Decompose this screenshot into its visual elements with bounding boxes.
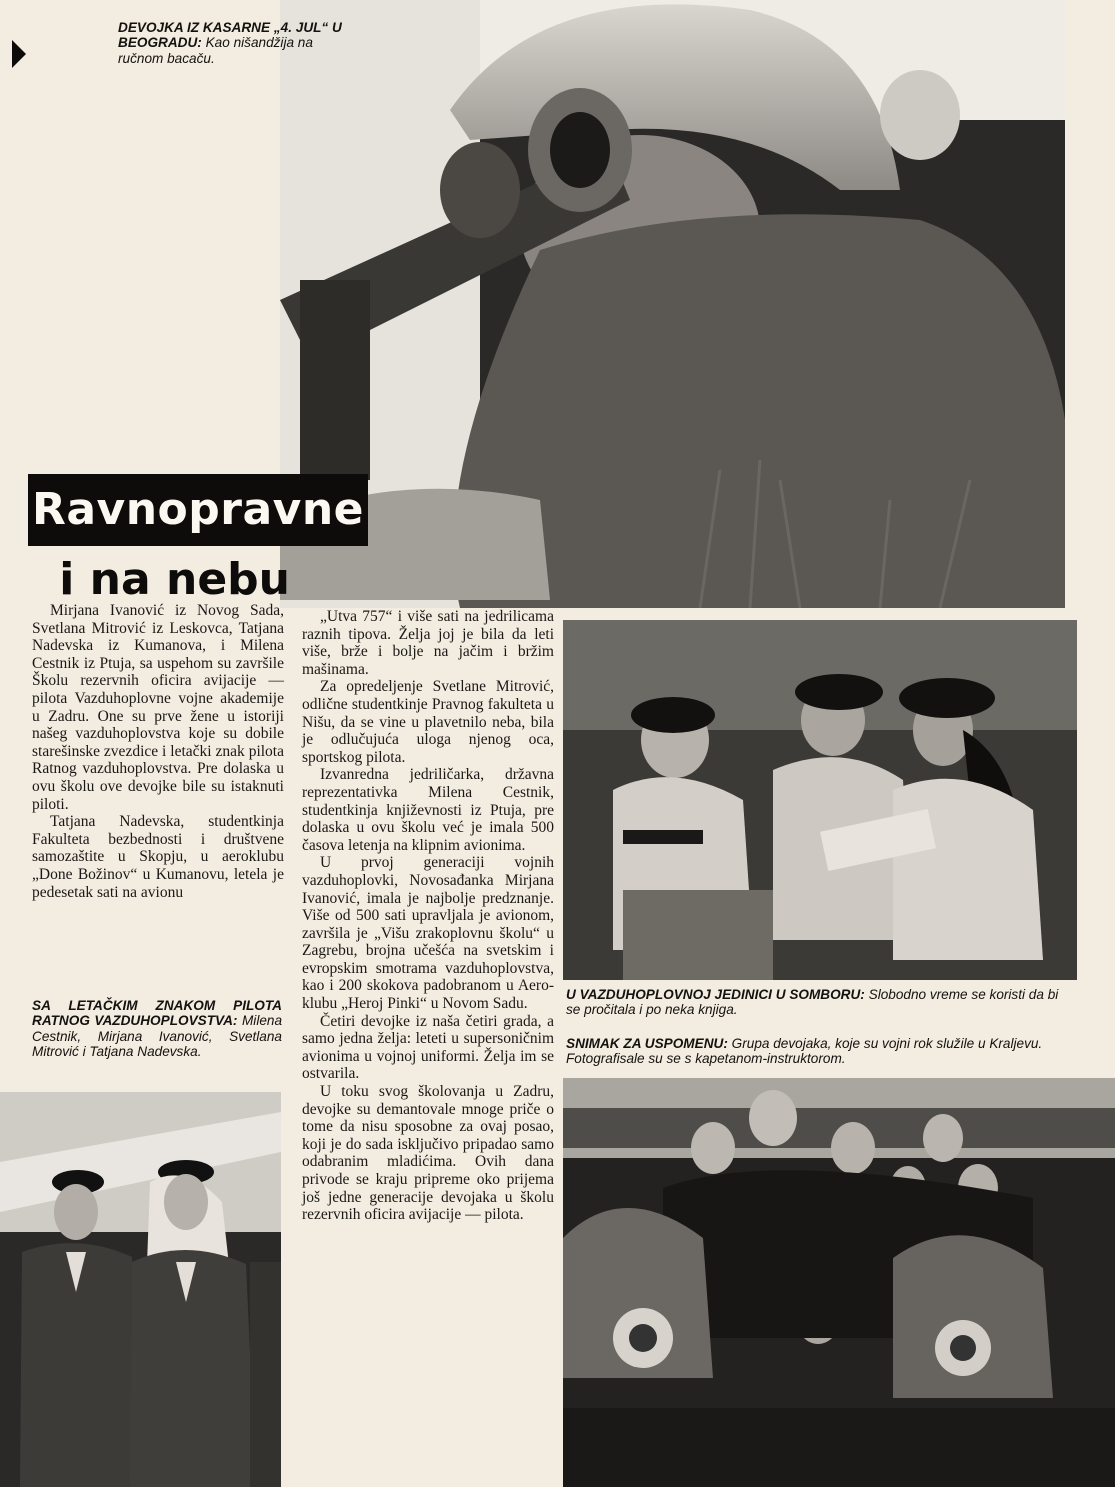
photo-women-pilots [0,1092,281,1487]
caption-group-lead: SNIMAK ZA USPOMENU: [566,1036,728,1051]
women-pilots-illustration [0,1092,281,1487]
article-paragraph: Mirjana Ivanović iz Novog Sada, Svetlana Mitrović iz Leskovca, Tatjana Nadevska iz Kumanova, i Milena Cestnik iz Ptuja, sa uspehom su završile Školu rezervnih oficira avijacije — pilota Vazduhoplovne vojne akademije u Zadru. One su prve žene u istoriji našeg vazduhoplovstva koje su dobile starešinske zvezdice i letački znak pilota Ratnog vazduhoplovstva. Pre dolaska u ovu školu ove devojke bile su istaknuti piloti. [32,602,284,813]
article-paragraph: U prvoj generaciji vojnih vazduhoplovki, Novosađanka Mirjana Ivanović, imala je najbolje predznanje. Više od 500 sati upravljala je avionom, završila je „Višu zrakoplovnu školu“ u Zagrebu, brojna učešća na svetskim i evropskim smotrama vazduhoplovstva, kao i 200 skokova padobranom u Aero-klubu „Heroj Pinki“ u Novom Sadu. [302,854,554,1013]
article-paragraph: Za opredeljenje Svetlane Mitrović, odlične studentkinje Pravnog fakulteta u Nišu, da se vine u plavetnilo neba, bila je odlučujuća uloga njenog oca, sportskog pilota. [302,678,554,766]
caption-study-lead: U VAZDUHOPLOVNOJ JEDINICI U SOMBORU: [566,987,865,1002]
article-paragraph: „Utva 757“ i više sati na jedrilicama raznih tipova. Želja joj je bila da leti više, brže i bolje na jačim i bržim mašinama. [302,608,554,678]
article-paragraph: Izvanredna jedriličarka, državna reprezentativka Milena Cestnik, studentkinja književnosti iz Ptuja, pre dolaska u ovu školu već je imala 500 časova letenja na klipnim avionima. [302,766,554,854]
article-paragraph: U toku svog školovanja u Zadru, devojke su demantovale mnoge priče o tome da nisu sposobne za ovaj posao, koji je do sada isključivo pripadao samo odabranim mladićima. Ovih dana privode se kraju pripreme oko prijema još jedne generacije devojaka u školu rezervnih oficira avijacije — pilota. [302,1083,554,1224]
article-column-2 [302,608,554,1224]
caption-pilots-photo [32,998,282,1060]
photo-group-soldiers [563,1078,1115,1487]
caption-study-text: Slobodno vreme se koristi da bi se pročitala i po neka knjiga. [566,987,1059,1018]
photo-soldier-launcher [280,0,1065,608]
caption-top-text: Kao nišandžija na ručnom bacaču. [118,35,313,66]
article-column-1 [32,602,284,901]
photo-women-reading [563,620,1077,980]
headline-secondary: i na nebu [59,554,290,605]
caption-group-text: Grupa devojaka, koje su vojni rok služile u Kraljevu. Fotografisale su se s kapetanom-instruktorom. [566,1036,1043,1067]
caption-top-photo [118,20,362,66]
caption-study-photo [566,987,1066,1018]
article-paragraph: Četiri devojke iz naša četiri grada, a samo jedna želja: leteti u supersoničnim avionima u vojnoj uniformi. Želja im se ostvarila. [302,1012,554,1083]
caption-top-lead: DEVOJKA IZ KASARNE „4. JUL“ U BEOGRADU: [118,20,342,51]
soldier-launcher-illustration [280,0,1065,608]
group-soldiers-illustration [563,1078,1115,1487]
caption-pilots-lead: SA LETAČKIM ZNAKOM PILOTA RATNOG VAZDUHOPLOVSTVA: [32,998,282,1029]
headline-primary: Ravnopravne [28,474,368,546]
women-reading-illustration [563,620,1077,980]
article-paragraph: Tatjana Nadevska, studentkinja Fakulteta bezbednosti i društvene samozaštite u Skopju, u aeroklubu „Done Božinov“ u Kumanovu, letela je pedesetak sati na avionu [32,813,284,901]
caption-group-photo [566,1036,1066,1067]
caption-pilots-text: Milena Cestnik, Mirjana Ivanović, Svetlana Mitrović i Tatjana Nadevska. [32,1013,283,1060]
page-marker-icon [12,40,26,68]
